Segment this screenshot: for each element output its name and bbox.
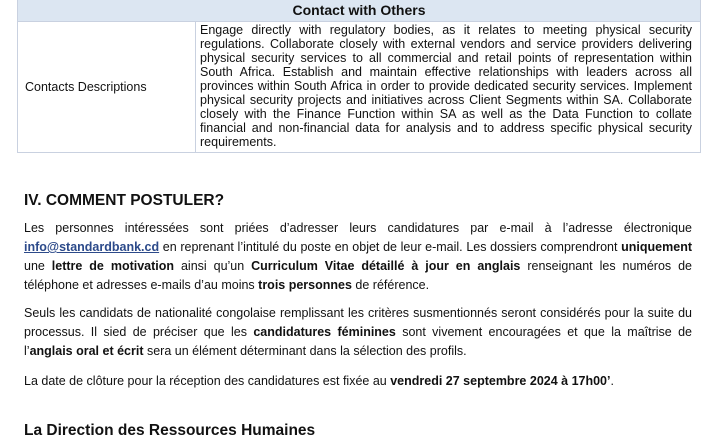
text-span: en reprenant l’intitulé du poste en objet de leur e-mail. Les dossiers comprendront — [159, 240, 622, 254]
bold-text: Curriculum Vitae détaillé à jour en anglais — [251, 259, 521, 273]
text-span: sont vivement encouragées et que la maîtrise de l’ — [24, 325, 692, 358]
text-span: renseignant les numéros de téléphone et adresses e-mails d’au moins — [24, 259, 692, 292]
table-row — [18, 22, 700, 152]
table-header: Contact with Others — [18, 0, 700, 22]
bold-text: trois personnes — [258, 278, 352, 292]
paragraph-eligibility — [24, 304, 692, 361]
contact-table — [17, 0, 701, 153]
row-label: Contacts Descriptions — [18, 22, 196, 152]
text-span: une — [24, 259, 52, 273]
signature: La Direction des Ressources Humaines — [24, 422, 316, 439]
email-link[interactable]: info@standardbank.cd — [24, 240, 160, 254]
bold-text: uniquement — [621, 240, 692, 254]
bold-text: candidatures féminines — [253, 325, 396, 339]
text-span: de référence. — [351, 278, 430, 292]
bold-text: lettre de motivation — [51, 259, 175, 273]
text-span: Les personnes intéressées sont priées d’adresser leurs candidatures par e-mail à l’adresse électronique — [24, 221, 692, 235]
row-value: Engage directly with regulatory bodies, as it relates to meeting physical security regulations. Collaborate closely with external vendors and service providers delivering physical security services to all commercial and retail points of representation within South Africa. Establish and maintain effective relationships with leaders across all provinces within South Africa in order to provide dedicated security services. Implement physical security projects and initiatives across Client Segments within SA. Collaborate closely with the Finance Function within SA as well as the Data Function to collate financial and non-financial data for analysis and to address specific physical security requirements. — [200, 23, 692, 149]
bold-text: anglais oral et écrit — [29, 344, 144, 358]
paragraph-deadline — [24, 372, 692, 391]
deadline-date: vendredi 27 septembre 2024 à 17h00’ — [390, 374, 611, 388]
text-span: . — [610, 374, 614, 388]
text-span: La date de clôture pour la réception des candidatures est fixée au — [24, 374, 391, 388]
paragraph-application-instructions — [24, 219, 692, 295]
text-span: Seuls les candidats de nationalité congolaise remplissant les critères susmentionnés seront considérés pour la suite du processus. Il sied de préciser que les — [24, 306, 692, 339]
text-span: sera un élément déterminant dans la sélection des profils. — [143, 344, 467, 358]
text-span: ainsi qu’un — [174, 259, 252, 273]
section-title: IV. COMMENT POSTULER? — [24, 192, 225, 209]
